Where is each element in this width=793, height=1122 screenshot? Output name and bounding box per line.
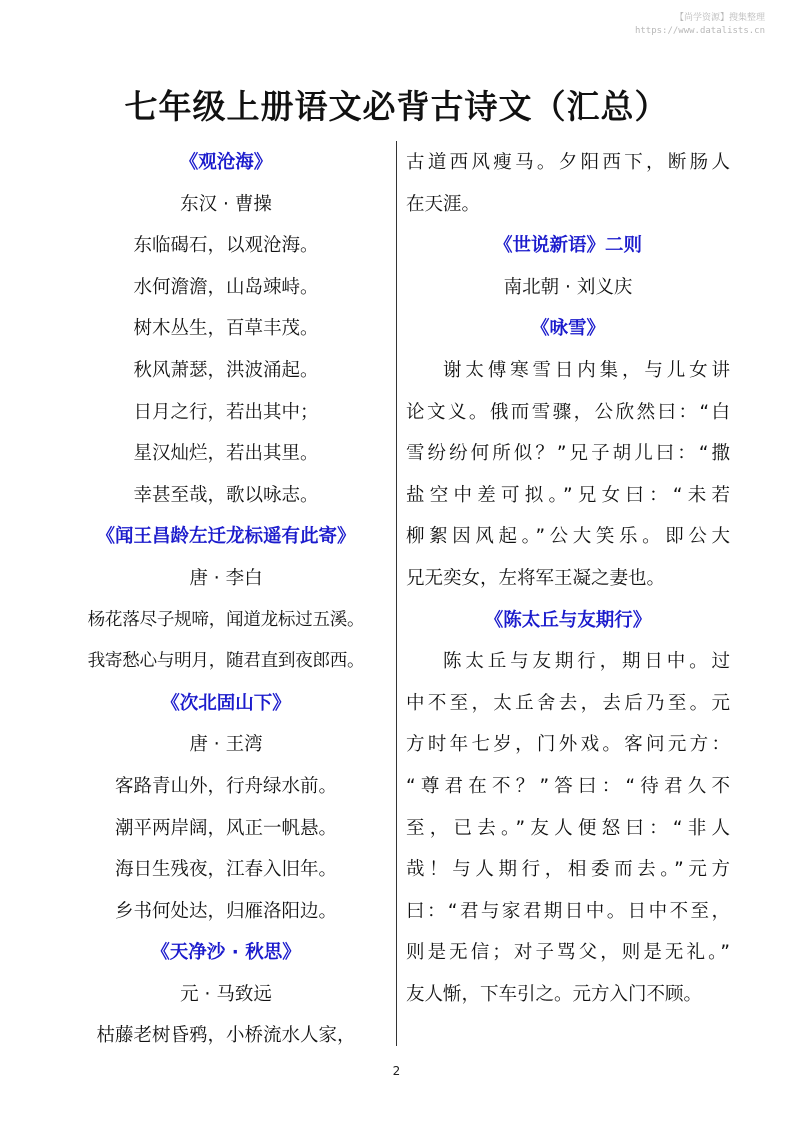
poem-line: 古道西风瘦马。夕阳西下，断肠人	[406, 152, 730, 173]
poem-line: 我寄愁心与明月，随君直到夜郎西。	[87, 651, 365, 672]
page-number: 2	[392, 1064, 401, 1078]
poem-line: 秋风萧瑟，洪波涌起。	[133, 359, 319, 381]
prose-line: “尊君在不？”答曰：“待君久不	[406, 775, 730, 797]
poem-title: 《次北固山下》	[161, 692, 291, 714]
poem-line: 日月之行，若出其中；	[133, 401, 319, 423]
prose-line: 曰：“君与家君期日中。日中不至，	[406, 900, 730, 922]
page-title: 七年级上册语文必背古诗文（汇总）	[124, 87, 669, 126]
poem-title: 《天净沙 · 秋思》	[151, 942, 301, 964]
poem-title: 《观沧海》	[179, 152, 273, 173]
section-title: 《世说新语》二则	[493, 235, 642, 257]
prose-line: 至，已去。”友人便怒曰：“非人	[406, 817, 730, 839]
poem-line: 树木丛生，百草丰茂。	[133, 318, 319, 340]
poem-line: 星汉灿烂，若出其里。	[133, 443, 319, 465]
prose-line: 雪纷纷何所似？”兄子胡儿曰：“撒	[406, 443, 730, 465]
poem-line: 杨花落尽子规啼，闻道龙标过五溪。	[87, 609, 365, 630]
prose-line: 哉！与人期行，相委而去。”元方	[406, 859, 730, 881]
prose-line: 盐空中差可拟。”兄女曰：“未若	[406, 484, 730, 506]
poem-line: 在天涯。	[406, 193, 481, 215]
prose-line: 谢太傅寒雪日内集，与儿女讲	[443, 359, 730, 381]
poem-title: 《闻王昌龄左迁龙标遥有此寄》	[96, 526, 356, 548]
section-author: 南北朝 · 刘义庆	[503, 276, 633, 298]
prose-line: 友人惭，下车引之。元方入门不顾。	[406, 983, 703, 1005]
prose-line: 兄无奕女，左将军王凝之妻也。	[406, 567, 666, 589]
poem-line: 海日生残夜，江春入旧年。	[114, 859, 337, 881]
poem-line: 东临碣石，以观沧海。	[133, 235, 319, 257]
poem-author: 元 · 马致远	[180, 983, 272, 1005]
poem-line: 乡书何处达，归雁洛阳边。	[114, 900, 337, 922]
watermark	[635, 12, 765, 38]
prose-line: 论文义。俄而雪骤，公欣然曰：“白	[406, 401, 730, 423]
watermark-source: 【尚学资源】搜集整理	[674, 13, 765, 23]
left-column	[62, 142, 390, 1057]
watermark-url: https://www.datalists.cn	[634, 26, 765, 36]
prose-line: 柳絮因风起。”公大笑乐。即公大	[406, 526, 730, 548]
poem-line: 水何澹澹，山岛竦峙。	[133, 276, 319, 298]
prose-line: 中不至，太丘舍去，去后乃至。元	[406, 692, 730, 714]
poem-line: 潮平两岸阔，风正一帆悬。	[114, 817, 337, 839]
poem-line: 枯藤老树昏鸦，小桥流水人家，	[96, 1025, 356, 1047]
poem-line: 幸甚至哉，歌以咏志。	[133, 484, 319, 506]
right-column	[406, 142, 730, 1015]
poem-author: 东汉 · 曹操	[180, 193, 272, 215]
column-divider	[396, 141, 397, 1046]
prose-title: 《咏雪》	[530, 318, 605, 340]
poem-line: 客路青山外，行舟绿水前。	[114, 775, 337, 797]
prose-line: 则是无信；对子骂父，则是无礼。”	[406, 942, 730, 964]
prose-line: 陈太丘与友期行，期日中。过	[443, 651, 730, 673]
prose-title: 《陈太丘与友期行》	[484, 609, 652, 631]
prose-line: 方时年七岁，门外戏。客问元方：	[406, 734, 730, 756]
poem-author: 唐 · 李白	[189, 567, 263, 589]
poem-author: 唐 · 王湾	[189, 734, 263, 756]
